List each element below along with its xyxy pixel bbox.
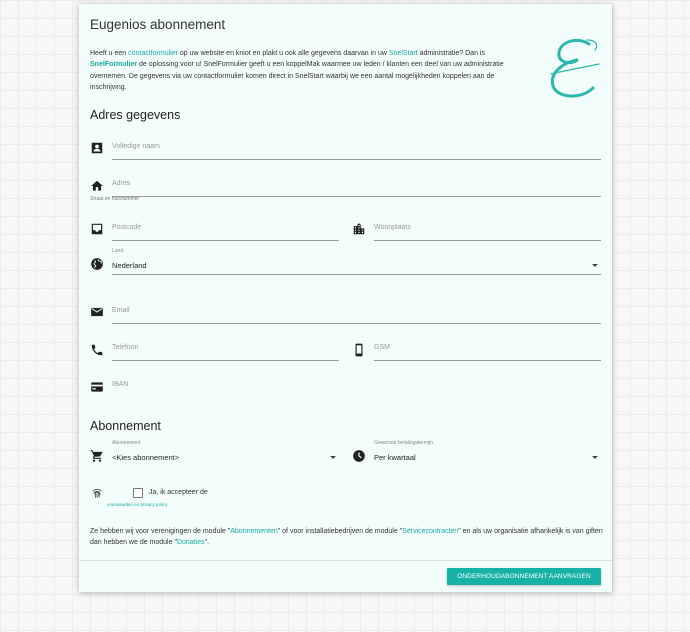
divider [79,560,612,561]
intro-text: Heeft u een contactformulier op uw website en kniot en plakt u ook alle gegevens daarvan in uw SnelStart administratie? Dan is SnelFormulier de oplossing voor u! SnelFormulier geeft u een koppelMak waarmee uw leden / klanten een deel van uw administratie overnemen. De gegevens via uw contactformulier komen direct in SnelStart waarbij we een aantal mogelijkheden koppelen aan de inschrijving. [90,50,504,91]
email-field[interactable]: Email [112,307,601,324]
logo [537,34,607,104]
fingerprint-icon [90,486,104,500]
chevron-down-icon [592,456,598,459]
iban-field[interactable]: IBAN [112,381,129,388]
mobile-icon [352,343,366,357]
country-select[interactable]: Nederland [112,258,601,275]
home-icon [90,179,104,193]
person-card-icon [90,141,104,155]
fullname-field[interactable]: Volledige naam [112,143,601,160]
page-title: Eugenios abonnement [90,17,226,32]
servicecontracten-link[interactable]: Servicecontracten [402,528,459,535]
credit-card-icon [90,380,104,394]
abonnementen-link[interactable]: Abonnementen [230,528,278,535]
snelstart-link[interactable]: SnelStart [388,50,418,57]
city-icon [352,222,366,236]
term-select[interactable]: Per kwartaal [374,450,601,466]
chevron-down-icon [330,456,336,459]
contactform-link[interactable]: contactformulier [128,50,178,57]
phone-field[interactable]: Telefoon [112,344,339,361]
accept-checkbox[interactable] [133,488,143,498]
cart-icon [90,449,104,463]
postcode-field[interactable]: Postcode [112,224,339,241]
city-field[interactable]: Woonplaats [374,224,601,241]
phone-icon [90,343,104,357]
term-label: Gewenste betalingstermijn [374,440,433,446]
inbox-icon [90,222,104,236]
modules-text: Ze hebben wij voor verenigingen de module "Abonnementen" of voor installatiebedrijven de module "Servicecontracten" en als uw organisatie afhankelijk is van giften dan hebben we de module "Donaties". [90,528,603,547]
chevron-down-icon [592,264,598,267]
address-hint: Straat en huisnummer [90,196,140,202]
clock-icon [352,449,366,463]
accept-label: Ja, ik accepteer de [149,489,208,496]
submit-button[interactable]: ONDERHOUDABONNEMENT AANVRAGEN [447,568,601,585]
subscription-section-title: Abonnement [90,419,161,433]
address-field[interactable]: Adres [112,180,601,197]
snelformulier-link[interactable]: SnelFormulier [90,61,138,69]
mobile-field[interactable]: GSM [374,344,601,361]
form-card [79,4,612,592]
donaties-link[interactable]: Donaties [176,539,205,547]
subscription-label: Abonnement [112,440,141,446]
globe-icon [90,257,104,271]
country-label: Land [112,248,124,254]
subscription-select[interactable]: <Kies abonnement> [112,450,339,466]
mail-icon [90,305,104,319]
address-section-title: Adres gegevens [90,108,181,122]
terms-link[interactable]: voorwaarden en privacy policy [107,502,168,507]
